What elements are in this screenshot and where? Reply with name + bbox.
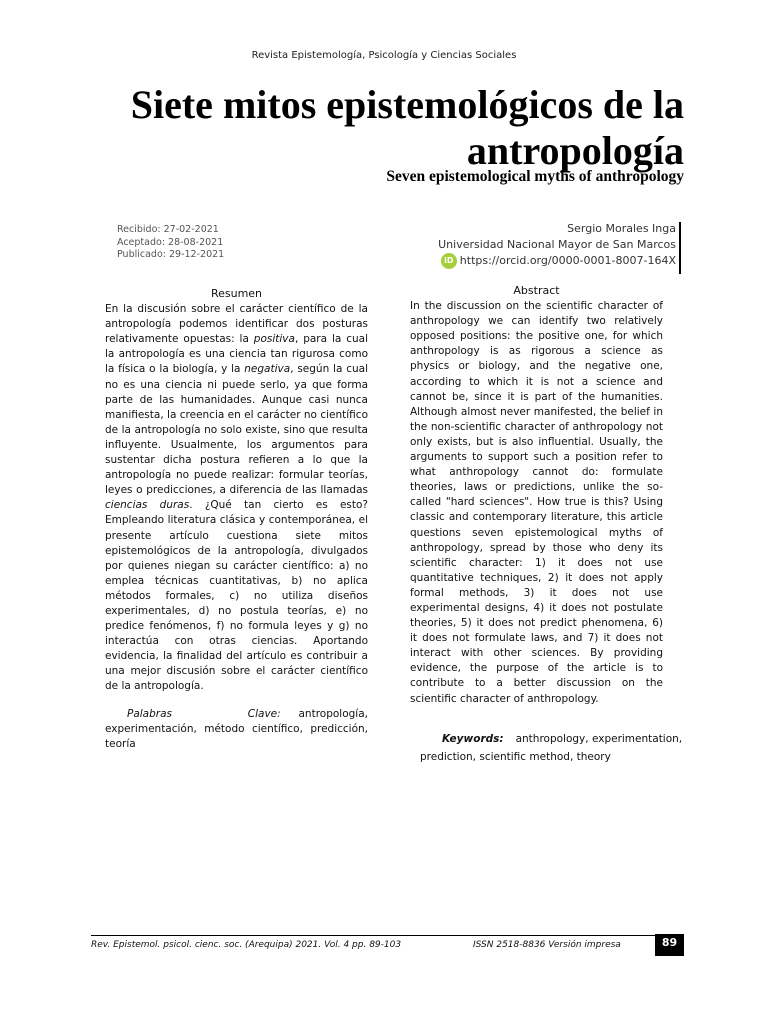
orcid-link[interactable]: https://orcid.org/0000-0001-8007-164X [459,254,676,267]
footer-issn: ISSN 2518-8836 Versión impresa [473,940,621,950]
journal-name: Revista Epistemología, Psicología y Ciencias Sociales [251,50,517,61]
published-date: Publicado: 29-12-2021 [117,249,225,260]
publication-dates [117,224,224,262]
palabras-clave-label: Palabras Clave: [127,707,281,720]
palabras-clave-values: antropología, experimentación, método científico, predicción, teoría [105,707,368,750]
keywords-label: Keywords: [442,733,504,745]
abstract-heading: Abstract [513,284,560,297]
abstract-column [410,283,663,707]
author-block [438,221,676,269]
orcid-icon: iD [441,253,457,269]
page-number: 89 [655,934,684,956]
accepted-date: Aceptado: 28-08-2021 [117,236,224,248]
abstract-text: In the discussion on the scientific character of anthropology we can identify two relatively opposed positions: the positive one, for which anthropology is as rigorous a science as physics or biology, and the negative one, according to which it is not a science and cannot be, since it is part of the humanities. Although almost never manifested, the belief in the non-scientific character of anthropology not only exists, but is also influential. Usually, the arguments to support such a position refer to what anthropology cannot do: formulate theories, laws or predictions, unlike the so-called "hard sciences". How true is this? Using classic and contemporary literature, this article questions seven epistemological myths of anthropology, spread by those who deny its scientific character: 1) it does not use quantitative techniques, 2) it does not apply formal methods, 3) it does not use experimental designs, 4) it does not postulate theories, 5) it does not predict phenomena, 6) it does not formulate laws, and 7) it does not interact with other sciences. By providing evidence, the purpose of the article is to contribute to a better discussion on the scientific character of anthropology. [410,300,663,705]
author-affiliation: Universidad Nacional Mayor de San Marcos [438,238,676,251]
resumen-column [105,286,368,752]
keywords-values: anthropology, experimentation, prediction, scientific method, theory [420,733,683,763]
footer-citation: Rev. Epistemol. psicol. cienc. soc. (Arequipa) 2021. Vol. 4 pp. 89-103 [91,940,402,950]
author-name: Sergio Morales Inga [567,222,676,235]
resumen-heading: Resumen [210,287,263,300]
palabras-clave [105,707,368,752]
article-title: Siete mitos epistemológicos de la antropología [130,82,684,173]
orcid-row [438,253,676,269]
resumen-text: En la discusión sobre el carácter científico de la antropología podemos identificar dos posturas relativamente opuestas: la positiva, para la cual la antropología es una ciencia tan rigurosa como la física o la biología, y la negativa, según la cual no es una ciencia ni puede serlo, ya que forma parte de las humanidades. Aunque casi nunca manifiesta, la creencia en el carácter no científico de la antropología no solo existe, sino que resulta influyente. Usualmente, los argumentos para sustentar dicha postura refieren a lo que la antropología no puede realizar: formular teorías, leyes o predicciones, a diferencia de las llamadas ciencias duras. ¿Qué tan cierto es esto? Empleando literatura clásica y contemporánea, el presente artículo cuestiona siete mitos epistemológicos de la antropología, divulgados por quienes niegan su carácter científico: a) no emplea técnicas cuantitativas, b) no aplica métodos formales, c) no utiliza diseños experimentales, d) no postula teorías, e) no predice fenómenos, f) no formula leyes y g) no interactúa con otras ciencias. Aportando evidencia, la finalidad del artículo es contribuir a una mejor discusión sobre el carácter científico de la antropología. [105,303,369,693]
received-date: Recibido: 27-02-2021 [117,224,219,235]
keywords [420,730,683,766]
article-subtitle: Seven epistemological myths of anthropology [386,168,684,185]
footer-divider [91,935,684,936]
author-divider [679,222,681,274]
